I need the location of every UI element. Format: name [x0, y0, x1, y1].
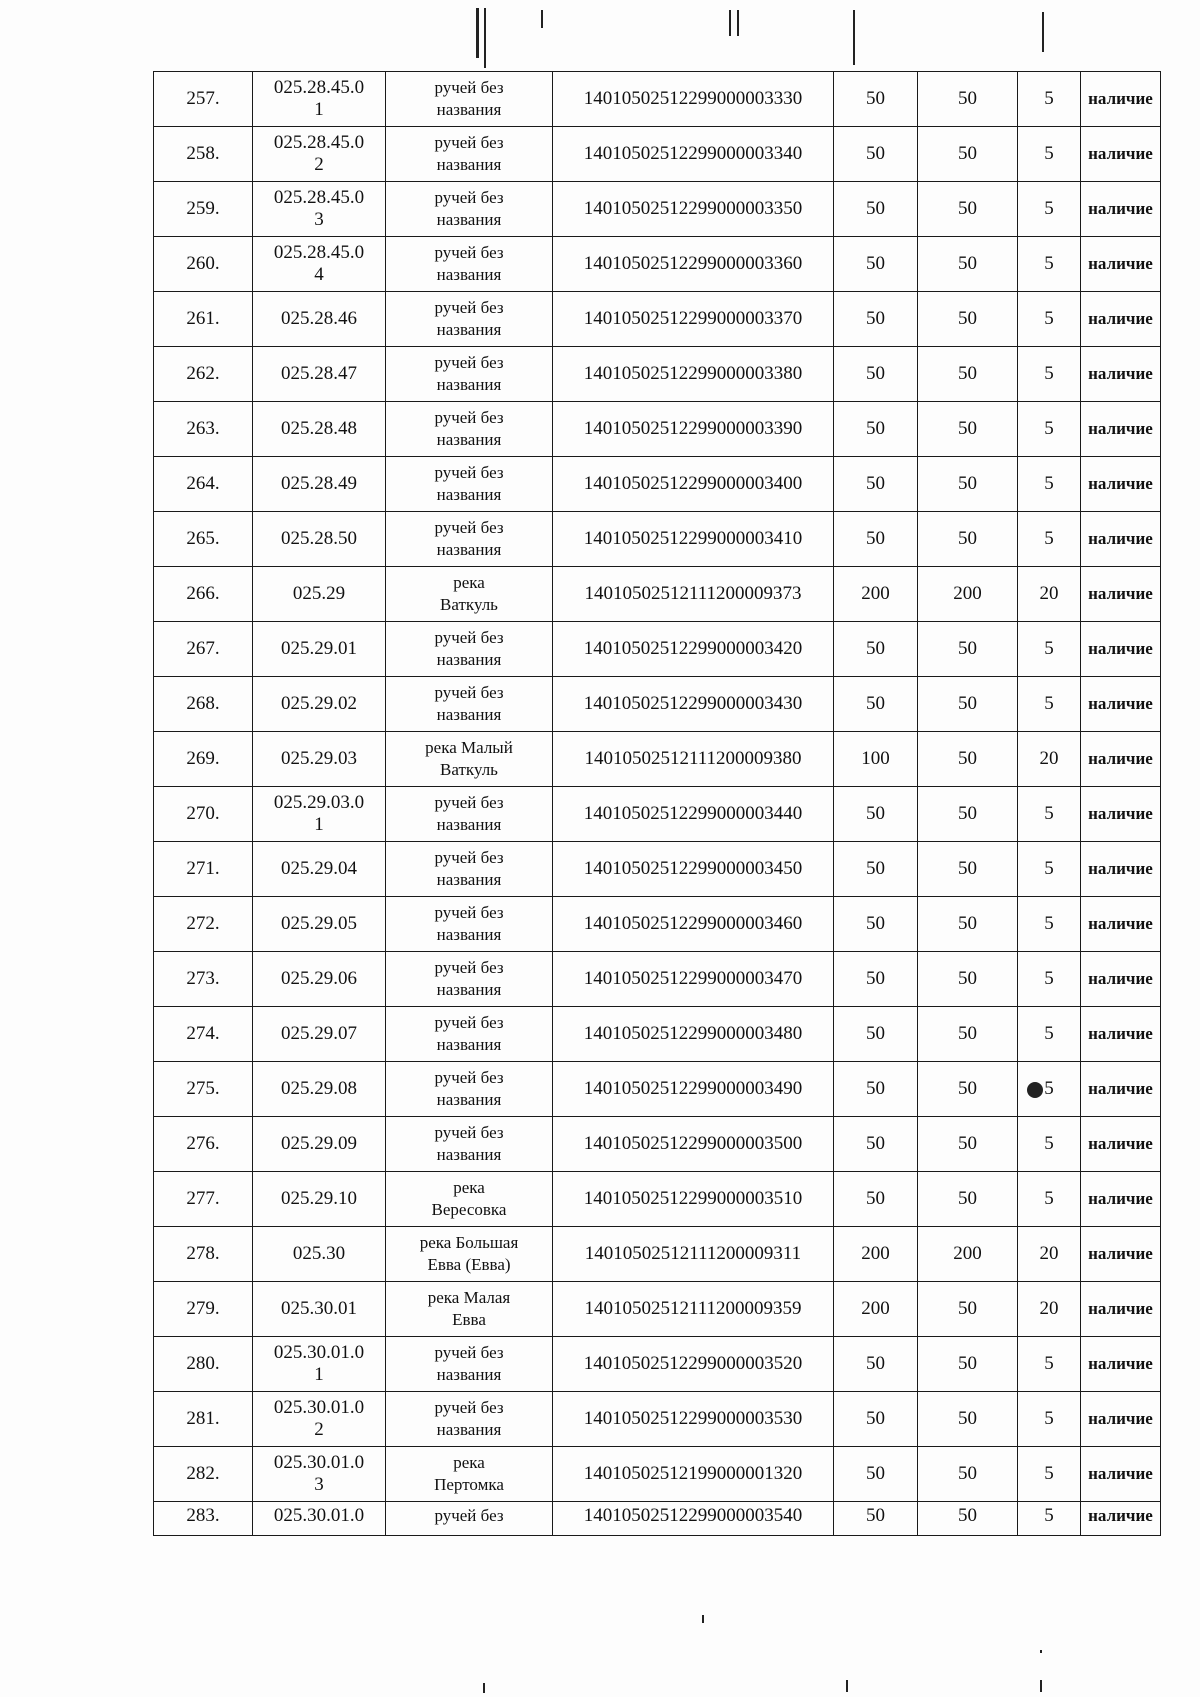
zone-width-3-cell: 5: [1018, 292, 1081, 347]
water-code-cell: 025.28.45.0 3: [253, 182, 386, 237]
status-cell: наличие: [1081, 1227, 1161, 1282]
table-row: [154, 1172, 1161, 1227]
row-number-cell: 260.: [154, 237, 253, 292]
water-name-cell: река Пертомка: [386, 1447, 553, 1502]
water-name-cell: ручей без названия: [386, 512, 553, 567]
zone-width-3-cell: 5: [1018, 72, 1081, 127]
row-number-cell: 270.: [154, 787, 253, 842]
registry-id-cell: 14010502512299000003510: [553, 1172, 834, 1227]
zone-width-2-cell: 50: [918, 1062, 1018, 1117]
table-row: [154, 622, 1161, 677]
zone-width-2-cell: 50: [918, 677, 1018, 732]
water-code-cell: 025.29: [253, 567, 386, 622]
zone-width-2-cell: 50: [918, 952, 1018, 1007]
table-row: [154, 1447, 1161, 1502]
zone-width-1-cell: 50: [834, 1447, 918, 1502]
status-cell: наличие: [1081, 512, 1161, 567]
table-row: [154, 1282, 1161, 1337]
zone-width-3-cell: 5: [1018, 1392, 1081, 1447]
zone-width-1-cell: 50: [834, 127, 918, 182]
zone-width-1-cell: 50: [834, 622, 918, 677]
water-code-cell: 025.28.45.0 4: [253, 237, 386, 292]
zone-width-2-cell: 50: [918, 842, 1018, 897]
zone-width-3-cell: 5: [1018, 622, 1081, 677]
water-code-cell: 025.28.50: [253, 512, 386, 567]
table-row: [154, 732, 1161, 787]
status-cell: наличие: [1081, 292, 1161, 347]
zone-width-2-cell: 50: [918, 402, 1018, 457]
zone-width-1-cell: 50: [834, 182, 918, 237]
registry-id-cell: 14010502512299000003340: [553, 127, 834, 182]
registry-id-cell: 14010502512299000003350: [553, 182, 834, 237]
water-code-cell: 025.30.01.0 1: [253, 1337, 386, 1392]
registry-id-cell: 14010502512299000003380: [553, 347, 834, 402]
table-row: [154, 237, 1161, 292]
row-number-cell: 278.: [154, 1227, 253, 1282]
registry-id-cell: 14010502512299000003490: [553, 1062, 834, 1117]
zone-width-3-cell: 5: [1018, 347, 1081, 402]
water-name-cell: река Малый Ваткуль: [386, 732, 553, 787]
row-number-cell: 257.: [154, 72, 253, 127]
table-row: [154, 182, 1161, 237]
zone-width-3-cell: 5: [1018, 457, 1081, 512]
row-number-cell: 279.: [154, 1282, 253, 1337]
zone-width-3-cell: 20: [1018, 1227, 1081, 1282]
zone-width-2-cell: 50: [918, 622, 1018, 677]
zone-width-1-cell: 50: [834, 512, 918, 567]
table-row: [154, 1117, 1161, 1172]
zone-width-1-cell: 50: [834, 1502, 918, 1536]
table-row: [154, 567, 1161, 622]
scan-artifact: [1042, 12, 1044, 52]
zone-width-3-cell: 5: [1018, 842, 1081, 897]
water-name-cell: ручей без названия: [386, 457, 553, 512]
zone-width-2-cell: 50: [918, 292, 1018, 347]
scan-artifact: [1040, 1650, 1042, 1653]
water-name-cell: ручей без названия: [386, 1062, 553, 1117]
zone-width-2-cell: 50: [918, 897, 1018, 952]
status-cell: наличие: [1081, 622, 1161, 677]
water-code-cell: 025.29.07: [253, 1007, 386, 1062]
water-code-cell: 025.29.08: [253, 1062, 386, 1117]
table-row: [154, 457, 1161, 512]
status-cell: наличие: [1081, 732, 1161, 787]
zone-width-2-cell: 50: [918, 72, 1018, 127]
water-name-cell: ручей без названия: [386, 1117, 553, 1172]
table-row: [154, 72, 1161, 127]
table-row: [154, 347, 1161, 402]
zone-width-1-cell: 200: [834, 1282, 918, 1337]
zone-width-1-cell: 50: [834, 292, 918, 347]
zone-width-3-cell: 20: [1018, 1282, 1081, 1337]
status-cell: наличие: [1081, 1172, 1161, 1227]
water-code-cell: 025.29.09: [253, 1117, 386, 1172]
zone-width-1-cell: 50: [834, 1007, 918, 1062]
zone-width-3-cell: 5: [1018, 1337, 1081, 1392]
registry-id-cell: 14010502512299000003470: [553, 952, 834, 1007]
table-row: [154, 1007, 1161, 1062]
zone-width-1-cell: 50: [834, 677, 918, 732]
water-code-cell: 025.28.45.0 2: [253, 127, 386, 182]
water-code-cell: 025.28.46: [253, 292, 386, 347]
row-number-cell: 267.: [154, 622, 253, 677]
registry-id-cell: 14010502512299000003430: [553, 677, 834, 732]
table-row: [154, 677, 1161, 732]
zone-width-2-cell: 50: [918, 127, 1018, 182]
row-number-cell: 282.: [154, 1447, 253, 1502]
registry-id-cell: 14010502512199000001320: [553, 1447, 834, 1502]
table-row: [154, 842, 1161, 897]
registry-id-cell: 14010502512299000003450: [553, 842, 834, 897]
registry-id-cell: 14010502512111200009311: [553, 1227, 834, 1282]
status-cell: наличие: [1081, 787, 1161, 842]
scan-artifact: [702, 1615, 704, 1623]
zone-width-2-cell: 50: [918, 787, 1018, 842]
table-row: [154, 1392, 1161, 1447]
water-code-cell: 025.28.45.0 1: [253, 72, 386, 127]
registry-id-cell: 14010502512299000003390: [553, 402, 834, 457]
row-number-cell: 259.: [154, 182, 253, 237]
zone-width-2-cell: 50: [918, 1337, 1018, 1392]
registry-id-cell: 14010502512299000003360: [553, 237, 834, 292]
registry-id-cell: 14010502512111200009373: [553, 567, 834, 622]
row-number-cell: 275.: [154, 1062, 253, 1117]
water-code-cell: 025.30.01: [253, 1282, 386, 1337]
zone-width-3-cell: 5: [1018, 182, 1081, 237]
row-number-cell: 269.: [154, 732, 253, 787]
status-cell: наличие: [1081, 182, 1161, 237]
zone-width-1-cell: 50: [834, 842, 918, 897]
row-number-cell: 266.: [154, 567, 253, 622]
row-number-cell: 264.: [154, 457, 253, 512]
water-code-cell: 025.29.10: [253, 1172, 386, 1227]
status-cell: наличие: [1081, 402, 1161, 457]
status-cell: наличие: [1081, 1502, 1161, 1536]
zone-width-3-cell: 5: [1018, 1117, 1081, 1172]
status-cell: наличие: [1081, 237, 1161, 292]
water-bodies-table: [153, 71, 1161, 1536]
status-cell: наличие: [1081, 1007, 1161, 1062]
table-row: [154, 897, 1161, 952]
water-name-cell: река Малая Евва: [386, 1282, 553, 1337]
row-number-cell: 271.: [154, 842, 253, 897]
water-name-cell: ручей без названия: [386, 292, 553, 347]
zone-width-3-cell: 5: [1018, 237, 1081, 292]
water-name-cell: ручей без названия: [386, 787, 553, 842]
water-name-cell: ручей без названия: [386, 347, 553, 402]
zone-width-1-cell: 50: [834, 457, 918, 512]
registry-id-cell: 14010502512299000003530: [553, 1392, 834, 1447]
zone-width-3-cell: 5: [1018, 677, 1081, 732]
row-number-cell: 280.: [154, 1337, 253, 1392]
status-cell: наличие: [1081, 1117, 1161, 1172]
zone-width-3-cell: 5: [1018, 1502, 1081, 1536]
water-name-cell: река Большая Евва (Евва): [386, 1227, 553, 1282]
status-cell: наличие: [1081, 897, 1161, 952]
registry-id-cell: 14010502512299000003410: [553, 512, 834, 567]
row-number-cell: 273.: [154, 952, 253, 1007]
water-name-cell: ручей без названия: [386, 72, 553, 127]
zone-width-1-cell: 50: [834, 1337, 918, 1392]
zone-width-1-cell: 50: [834, 1172, 918, 1227]
zone-width-2-cell: 200: [918, 1227, 1018, 1282]
water-name-cell: ручей без: [386, 1502, 553, 1536]
status-cell: наличие: [1081, 1337, 1161, 1392]
table-row: [154, 787, 1161, 842]
status-cell: наличие: [1081, 567, 1161, 622]
zone-width-3-cell: 5: [1018, 402, 1081, 457]
status-cell: наличие: [1081, 1392, 1161, 1447]
zone-width-2-cell: 50: [918, 732, 1018, 787]
zone-width-2-cell: 50: [918, 1117, 1018, 1172]
registry-id-cell: 14010502512299000003420: [553, 622, 834, 677]
water-name-cell: ручей без названия: [386, 1392, 553, 1447]
water-code-cell: 025.29.02: [253, 677, 386, 732]
zone-width-3-cell: 20: [1018, 732, 1081, 787]
table-row: [154, 127, 1161, 182]
water-name-cell: ручей без названия: [386, 677, 553, 732]
water-code-cell: 025.30.01.0 3: [253, 1447, 386, 1502]
water-name-cell: ручей без названия: [386, 1337, 553, 1392]
row-number-cell: 262.: [154, 347, 253, 402]
water-code-cell: 025.30: [253, 1227, 386, 1282]
zone-width-1-cell: 50: [834, 897, 918, 952]
zone-width-1-cell: 200: [834, 567, 918, 622]
water-code-cell: 025.29.06: [253, 952, 386, 1007]
row-number-cell: 258.: [154, 127, 253, 182]
zone-width-2-cell: 50: [918, 1007, 1018, 1062]
water-name-cell: ручей без названия: [386, 127, 553, 182]
water-name-cell: ручей без названия: [386, 952, 553, 1007]
registry-id-cell: 14010502512111200009359: [553, 1282, 834, 1337]
water-name-cell: ручей без названия: [386, 842, 553, 897]
table-row: [154, 952, 1161, 1007]
zone-width-3-cell: 5: [1018, 1062, 1081, 1117]
water-code-cell: 025.29.04: [253, 842, 386, 897]
zone-width-2-cell: 50: [918, 457, 1018, 512]
water-name-cell: ручей без названия: [386, 622, 553, 677]
registry-id-cell: 14010502512299000003480: [553, 1007, 834, 1062]
zone-width-3-cell: 5: [1018, 1007, 1081, 1062]
scan-artifact: [846, 1680, 848, 1692]
status-cell: наличие: [1081, 952, 1161, 1007]
status-cell: наличие: [1081, 127, 1161, 182]
status-cell: наличие: [1081, 677, 1161, 732]
zone-width-1-cell: 50: [834, 347, 918, 402]
table-row: [154, 512, 1161, 567]
water-code-cell: 025.28.48: [253, 402, 386, 457]
scan-artifact: [484, 8, 486, 68]
row-number-cell: 263.: [154, 402, 253, 457]
zone-width-1-cell: 50: [834, 1392, 918, 1447]
water-name-cell: ручей без названия: [386, 237, 553, 292]
scan-artifact: [476, 8, 479, 58]
zone-width-2-cell: 50: [918, 237, 1018, 292]
zone-width-3-cell: 5: [1018, 127, 1081, 182]
zone-width-1-cell: 200: [834, 1227, 918, 1282]
water-code-cell: 025.30.01.0: [253, 1502, 386, 1536]
water-name-cell: ручей без названия: [386, 402, 553, 457]
registry-id-cell: 14010502512299000003540: [553, 1502, 834, 1536]
water-code-cell: 025.28.49: [253, 457, 386, 512]
scan-artifact: [1040, 1680, 1042, 1692]
table-row: [154, 1502, 1161, 1536]
zone-width-1-cell: 50: [834, 402, 918, 457]
water-code-cell: 025.29.03: [253, 732, 386, 787]
registry-id-cell: 14010502512299000003370: [553, 292, 834, 347]
water-name-cell: река Вересовка: [386, 1172, 553, 1227]
row-number-cell: 272.: [154, 897, 253, 952]
registry-id-cell: 14010502512111200009380: [553, 732, 834, 787]
zone-width-3-cell: 5: [1018, 512, 1081, 567]
water-code-cell: 025.28.47: [253, 347, 386, 402]
zone-width-1-cell: 50: [834, 787, 918, 842]
row-number-cell: 274.: [154, 1007, 253, 1062]
zone-width-3-cell: 5: [1018, 1172, 1081, 1227]
zone-width-2-cell: 50: [918, 182, 1018, 237]
scan-artifact: [853, 10, 855, 65]
zone-width-3-cell: 5: [1018, 897, 1081, 952]
registry-id-cell: 14010502512299000003500: [553, 1117, 834, 1172]
row-number-cell: 265.: [154, 512, 253, 567]
scan-artifact: [483, 1683, 485, 1693]
zone-width-3-cell: 5: [1018, 1447, 1081, 1502]
status-cell: наличие: [1081, 842, 1161, 897]
zone-width-2-cell: 50: [918, 347, 1018, 402]
status-cell: наличие: [1081, 347, 1161, 402]
status-cell: наличие: [1081, 1447, 1161, 1502]
row-number-cell: 281.: [154, 1392, 253, 1447]
scan-artifact: [541, 10, 543, 28]
status-cell: наличие: [1081, 1062, 1161, 1117]
zone-width-2-cell: 50: [918, 512, 1018, 567]
water-code-cell: 025.29.03.0 1: [253, 787, 386, 842]
zone-width-2-cell: 50: [918, 1282, 1018, 1337]
water-code-cell: 025.29.05: [253, 897, 386, 952]
table-row: [154, 1062, 1161, 1117]
table-row: [154, 292, 1161, 347]
status-cell: наличие: [1081, 457, 1161, 512]
water-name-cell: ручей без названия: [386, 1007, 553, 1062]
zone-width-2-cell: 50: [918, 1172, 1018, 1227]
zone-width-1-cell: 100: [834, 732, 918, 787]
status-cell: наличие: [1081, 72, 1161, 127]
row-number-cell: 283.: [154, 1502, 253, 1536]
row-number-cell: 276.: [154, 1117, 253, 1172]
table-row: [154, 1337, 1161, 1392]
table-row: [154, 402, 1161, 457]
zone-width-1-cell: 50: [834, 1117, 918, 1172]
zone-width-3-cell: 5: [1018, 952, 1081, 1007]
water-name-cell: река Ваткуль: [386, 567, 553, 622]
water-name-cell: ручей без названия: [386, 897, 553, 952]
table-row: [154, 1227, 1161, 1282]
zone-width-1-cell: 50: [834, 72, 918, 127]
scan-artifact: [737, 10, 739, 36]
zone-width-3-cell: 20: [1018, 567, 1081, 622]
zone-width-3-cell: 5: [1018, 787, 1081, 842]
zone-width-1-cell: 50: [834, 952, 918, 1007]
registry-id-cell: 14010502512299000003330: [553, 72, 834, 127]
water-code-cell: 025.29.01: [253, 622, 386, 677]
water-code-cell: 025.30.01.0 2: [253, 1392, 386, 1447]
zone-width-2-cell: 50: [918, 1502, 1018, 1536]
zone-width-2-cell: 200: [918, 567, 1018, 622]
zone-width-1-cell: 50: [834, 1062, 918, 1117]
registry-id-cell: 14010502512299000003440: [553, 787, 834, 842]
zone-width-1-cell: 50: [834, 237, 918, 292]
registry-id-cell: 14010502512299000003520: [553, 1337, 834, 1392]
registry-id-cell: 14010502512299000003400: [553, 457, 834, 512]
row-number-cell: 268.: [154, 677, 253, 732]
water-name-cell: ручей без названия: [386, 182, 553, 237]
status-cell: наличие: [1081, 1282, 1161, 1337]
registry-id-cell: 14010502512299000003460: [553, 897, 834, 952]
scan-artifact: [729, 10, 731, 36]
row-number-cell: 277.: [154, 1172, 253, 1227]
zone-width-2-cell: 50: [918, 1392, 1018, 1447]
row-number-cell: 261.: [154, 292, 253, 347]
zone-width-2-cell: 50: [918, 1447, 1018, 1502]
